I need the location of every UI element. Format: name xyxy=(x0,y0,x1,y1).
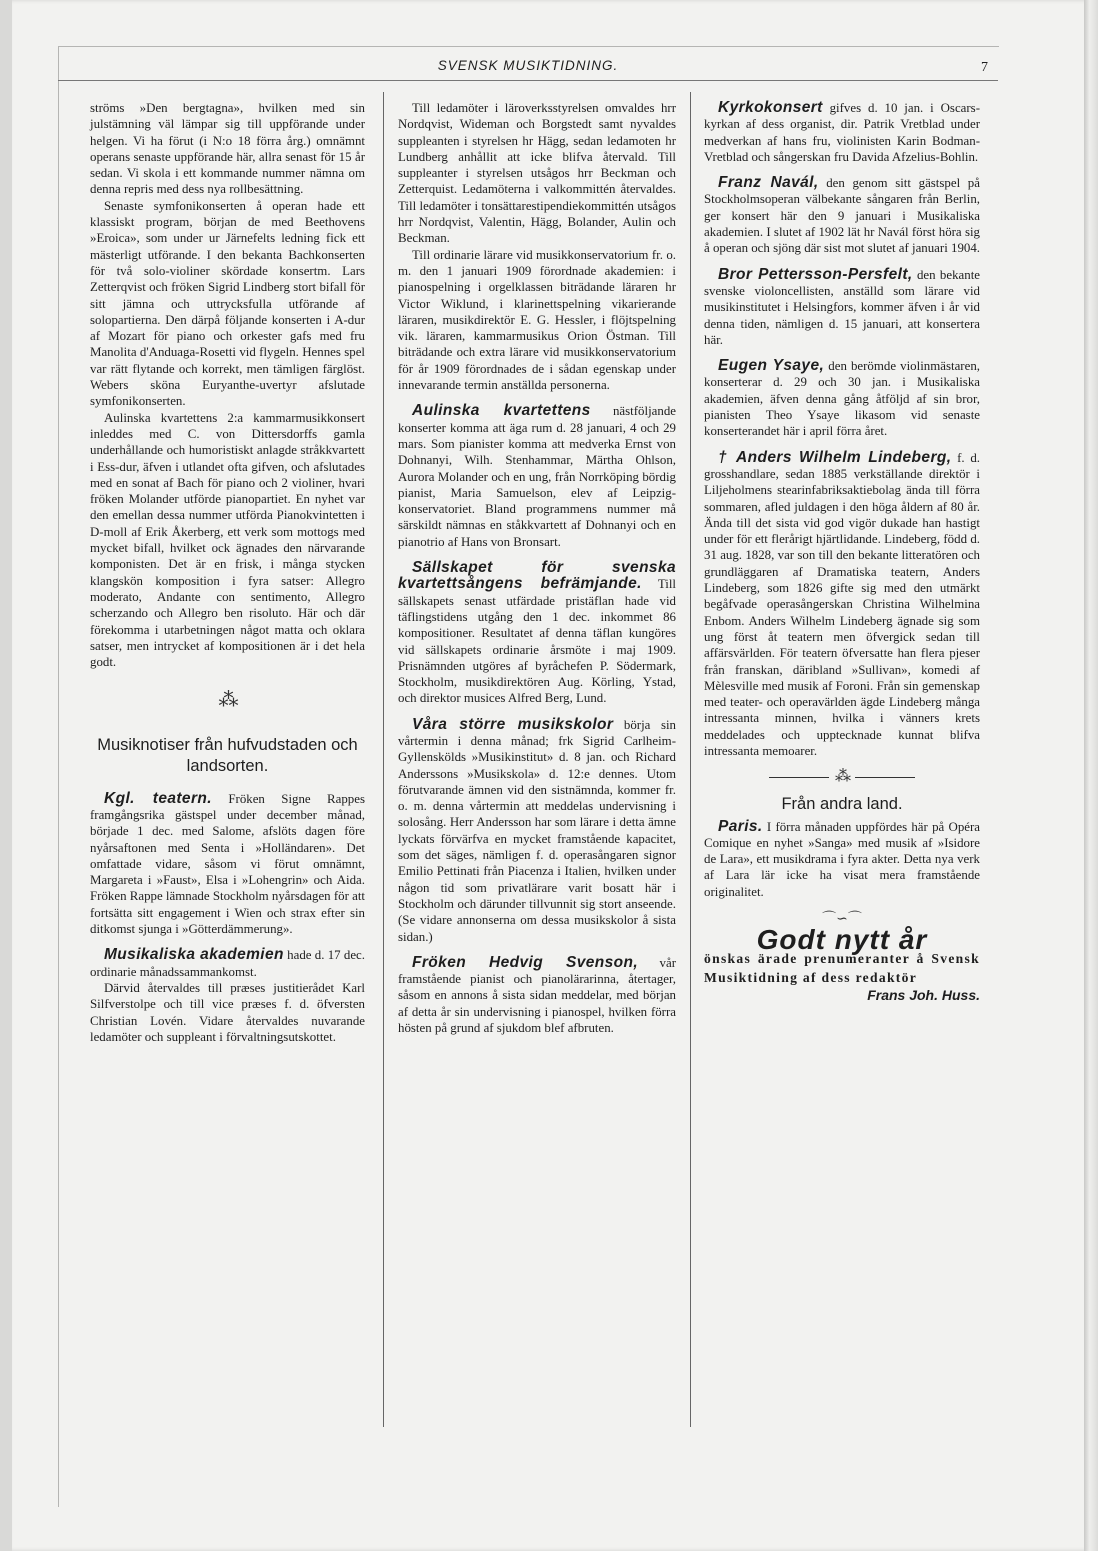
rule-line xyxy=(769,777,829,778)
running-header xyxy=(58,52,998,81)
page-number: 7 xyxy=(981,60,988,75)
news-item xyxy=(704,175,980,256)
news-item xyxy=(704,267,980,348)
paragraph: ströms »Den bergtagna», hvilken med sin julstämning väl lämpar sig till uppförande under helgen. Vi ha förut (i N:o 18 förra årg.) omnämnt operans senaste uppförande här, allra senast för 15 år sedan. Vi skola i ett kommande nummer nämna om denna repris med dess nya rollbesättning. xyxy=(90,101,365,197)
item-heading: Kyrkokonsert xyxy=(718,99,823,116)
new-year-greeting-title: Godt nytt år xyxy=(756,924,928,956)
column-divider-1 xyxy=(383,92,384,1427)
journal-title: SVENSK MUSIKTIDNING. xyxy=(437,58,619,73)
item-text: hade d. 17 dec. ordinarie månadssammankomst. xyxy=(90,948,365,979)
news-item xyxy=(704,100,980,165)
section-title: Musiknotiser från hufvudstaden och landsorten. xyxy=(97,735,358,775)
item-text: den berömde violinmästaren, konserterar d. 29 och 30 jan. i Musikaliska akademien, äfven denna gång åtföljd af sin bror, pianisten Theo Ysaye likasom vid senaste konserterandet här i april förra året. xyxy=(704,359,980,439)
editor-signature: Frans Joh. Huss. xyxy=(867,986,980,1003)
asterism-ornament: ⁂ xyxy=(835,768,849,786)
item-text: gifves d. 10 jan. i Oscars-kyrkan af dess organist, dir. Patrik Vretblad under medverkan af hans fru, violinisten Karin Bodman-Vretblad och sångerskan fru Davida Afzelius-Bohlin. xyxy=(704,101,980,164)
new-year-greeting-text: önskas ärade prenumeranter å Svensk Musiktidning af dess redaktör xyxy=(704,950,980,985)
news-item xyxy=(398,955,676,1036)
item-heading: Fröken Hedvig Svenson, xyxy=(412,953,639,971)
item-text: börja sin vårtermin i denna månad; frk Sigrid Carlheim-Gyllenskölds »Musikinstitut» d. 8 jan. och Richard Anderssons »Musikskola» d. 12:e dennes. Utom förutvarande ämnen vid den sistnämnda, kommer fr. o. m. denna vårtermin att meddelas undervisning i solosång. Herr Andersson har som lärare i detta ämne lyckats förvärfva en mycket framstående kapacitet, som det säges, nämligen f. d. operasångaren signor Emilio Pettinati från Piacenza i Italien, hvilken under någon tid som privatlärare varit bosatt här i Stockholm och därunder tillvunnit sig stort anseende. (Se vidare annonserna om dessa musikskolor å sista sidan.) xyxy=(398,717,676,944)
flourish-ornament: ⌒∽⌒ xyxy=(822,912,862,928)
page-edge xyxy=(1084,0,1098,1551)
item-heading: Aulinska kvartettens xyxy=(412,402,591,420)
item-text: f. d. grosshandlare, sedan 1885 verkställande direktör i Liljeholmens stearinfabriksaktiebolag ända till förra sommaren, afled juldagen i den höga åldern af 80 år. Ända till det sista vid god vigör dukade han hastigt under för ett flerårigt hjärtlidande. Lindeberg, född d. 31 aug. 1828, var son till den bekante litteratören och grundläggaren af Dramatiska teatern, Anders Lindeberg, som 1826 gifte sig med den utmärkt begåfvade operasångerskan Christina Wilhelmina Enbom. Anders Wilhelm Lindeberg ägnade sig som ung först åt teatern men öfvergick sedan till affärsvärlden. För teatern öfversatte han flera pjeser från franskan, däribland »Sullivan», komedi af Mèlesville med musik af Foroni. Från sin gemenskap med teater- och operavärlden ägde Lindeberg många intressanta minnen, hvilka i vänners krets meddelades och upptecknade kunnat blifva intressanta memoarer. xyxy=(704,450,980,758)
item-text: Fröken Signe Rappes framgångsrika gästspel under december månad, började 1 dec. med Salome, afslöts dagen före nyårsaftonen med Senta i »Holländaren». Det omfattade vidare, såsom vi förut omnämnt, Margareta i »Faust», Elsa i »Lohengrin» och Aida. Fröken Rappe lämnade Stockholm nyårsdagen för att fortsätta sitt engagement i Wien och strax efter sin ditkomst sjunga i »Götterdämmerung». xyxy=(90,791,365,937)
item-heading: Kgl. teatern. xyxy=(104,789,212,807)
news-item xyxy=(704,819,980,900)
news-item xyxy=(90,791,365,938)
news-item xyxy=(704,450,980,760)
paragraph: Till ordinarie lärare vid musikkonservatorium fr. o. m. den 1 januari 1909 förordnade akademien: i pianospelning i orgelklassen biträdande läraren hr Victor Wiklund, i klarinettspelning vikarierande läraren, musikdirektör E. G. Hessler, i flöjtspelning vik. läraren, kammarmusikus Orion Östman. Till biträdande och extra lärare vid musikkonservatorium för år 1909 förordnades de i sådan egenskap under innevarande termin anställda personerna. xyxy=(398,247,676,393)
paragraph: Till ledamöter i läroverksstyrelsen omvaldes hrr Nordqvist, Wideman och Borgstedt samt nyvaldes suppleanten i styrelsen hr Hägg, sedan ledamoten hr Lundberg anhållit att icke blifva återvald. Till suppleanter i styrelsen utsågos hrr Beckman och Zetterquist. Ledamöterna i valkommittén återvaldes. Till ledamöter i tonsättarestipendiekommittén utsågos hrr Nordqvist, Valentin, Hägg, Bolander, Aulin och Beckman. xyxy=(398,101,676,246)
news-item xyxy=(704,358,980,439)
asterism-ornament: ⁂ xyxy=(218,689,237,712)
news-item xyxy=(398,717,676,945)
section-title: Från andra land. xyxy=(781,794,903,813)
column-divider-2 xyxy=(690,92,691,1427)
item-heading: Bror Pettersson-Persfelt, xyxy=(718,265,913,283)
item-heading: Franz Navál, xyxy=(718,174,819,192)
item-text: I förra månaden uppfördes här på Opéra Comique en nyhet »Sanga» med musik af »Isidore de Lara», ett musikdrama i fyra akter. Detta nya verk af Lara lär icke ha visat mera framstående originalitet. xyxy=(704,819,980,899)
item-text: nästföljande konserter komma att äga rum d. 28 januari, 4 och 29 mars. Som pianister komma att medverka Ernst von Dohnanyi, Wilh. Stenhammar, Märtha Ohlson, Aurora Molander och en ung, från Norrköping bördig pianist, Maria Samuelson, elev af Leipzig-konservatoriet. Bland programmens nummer må särskildt nämnas en ståkkvartett af Dohnanyi och en pianotrio af Hans von Bronsart. xyxy=(398,404,676,549)
news-item xyxy=(90,947,365,980)
ornament-rule xyxy=(704,769,980,785)
item-heading: Musikaliska akademien xyxy=(104,946,284,964)
column-3 xyxy=(704,100,980,1003)
paragraph: Därvid återvaldes till præses justitierådet Karl Silfverstolpe och till vice præses f. d. öfversten Christian Lovén. Vidare återvaldes nuvarande ledamöter och suppleant i förvaltningsutskottet. xyxy=(90,980,365,1044)
news-item xyxy=(398,560,676,707)
news-item xyxy=(398,403,676,550)
item-heading: Paris. xyxy=(718,817,763,835)
item-heading: Eugen Ysaye, xyxy=(718,357,825,375)
paragraph: Aulinska kvartettens 2:a kammarmusikkonsert inleddes med C. von Dittersdorffs gamla underhållande och humoristiskt anlagde stråkkvartett i Ess-dur, äfven i utlandet ofta gifven, och afslutades med en sonat af Bach för piano och 2 violiner, hvari fröken Molander utförde pianopartiet. En nyhet var den emellan dessa nummer utförda Pianokvintetten i D-moll af Erik Åkerberg, ett verk som mottogs med mycket bifall, hvilket ock ägnades den närvarande komponisten. Det är en frisk, i många stycken klangskön komposition i fyra satser: Allegro moderato, Andante con sentimento, Allegro scherzando och Allegro ben risoluto. Här och där förekomma i utarbetningen något matta och oklara satser, men intrycket af kompositionen är i det hela godt. xyxy=(90,410,365,670)
item-text: den genom sitt gästspel på Stockholmsoperan välbekante sångaren från Berlin, ger konsert här den 9 januari i Musikaliska akademien. I slutet af 1902 lät hr Navál först höra sig å operan och sjöng där sist mot slutet af januari 1904. xyxy=(704,176,981,256)
item-heading: Sällskapet för svenska kvartettsångens befrämjande. xyxy=(398,559,676,593)
item-text: vår framstående pianist och pianolärarinna, återtager, såsom en annons å sista sidan meddelar, med början af detta år sin undervisning i pianospel, hvilken förra hösten på grund af sjukdom blef afbruten. xyxy=(398,955,676,1036)
paragraph: Senaste symfonikonserten å operan hade ett klassiskt program, början de med Beethovens »Eroica», som under ur Järnefelts ledning fick ett mästerligt utförande. I den bekanta Bachkonserten för två solo-violiner skördade konsertm. Lars Zetterqvist och fröken Sigrid Lindberg stort bifall för sitt jämna och uttrycksfulla utförande af solopartierna. Den därpå följande konserten i A-dur af Mozart för piano och orkester gafs med fru Manolita d'Anduaga-Rosetti vid flygeln. Hennes spel var rätt flytande och korrekt, men tämligen färglöst. Webers sköna Euryanthe-uvertyr afslutade symfonikonserten. xyxy=(90,198,365,409)
item-heading: Våra större musikskolor xyxy=(412,715,614,733)
item-text: den bekante svenske violoncellisten, anställd som lärare vid musikinstitutet i Helsingfors, kommer äfven i år vid denna tiden, nämligen d. 15 januari, att konsertera här. xyxy=(704,267,980,347)
column-2 xyxy=(398,100,676,1036)
item-heading: † Anders Wilhelm Lindeberg, xyxy=(718,448,952,466)
rule-line xyxy=(855,777,915,778)
item-text: Till sällskapets senast utfärdade pristäflan hade vid täflingstidens utgång den 1 dec. inkommet 86 kompositioner. Resultatet af denna täflan kungöres vid sällskapets ordinarie årsmöte i maj 1909. Prisnämnden utgöres af byråchefen P. Södermark, Stockholm, musikdirektören Aug. Körling, Ystad, och direktor musices Alfred Berg, Lund. xyxy=(398,577,676,706)
column-1 xyxy=(90,100,365,1045)
